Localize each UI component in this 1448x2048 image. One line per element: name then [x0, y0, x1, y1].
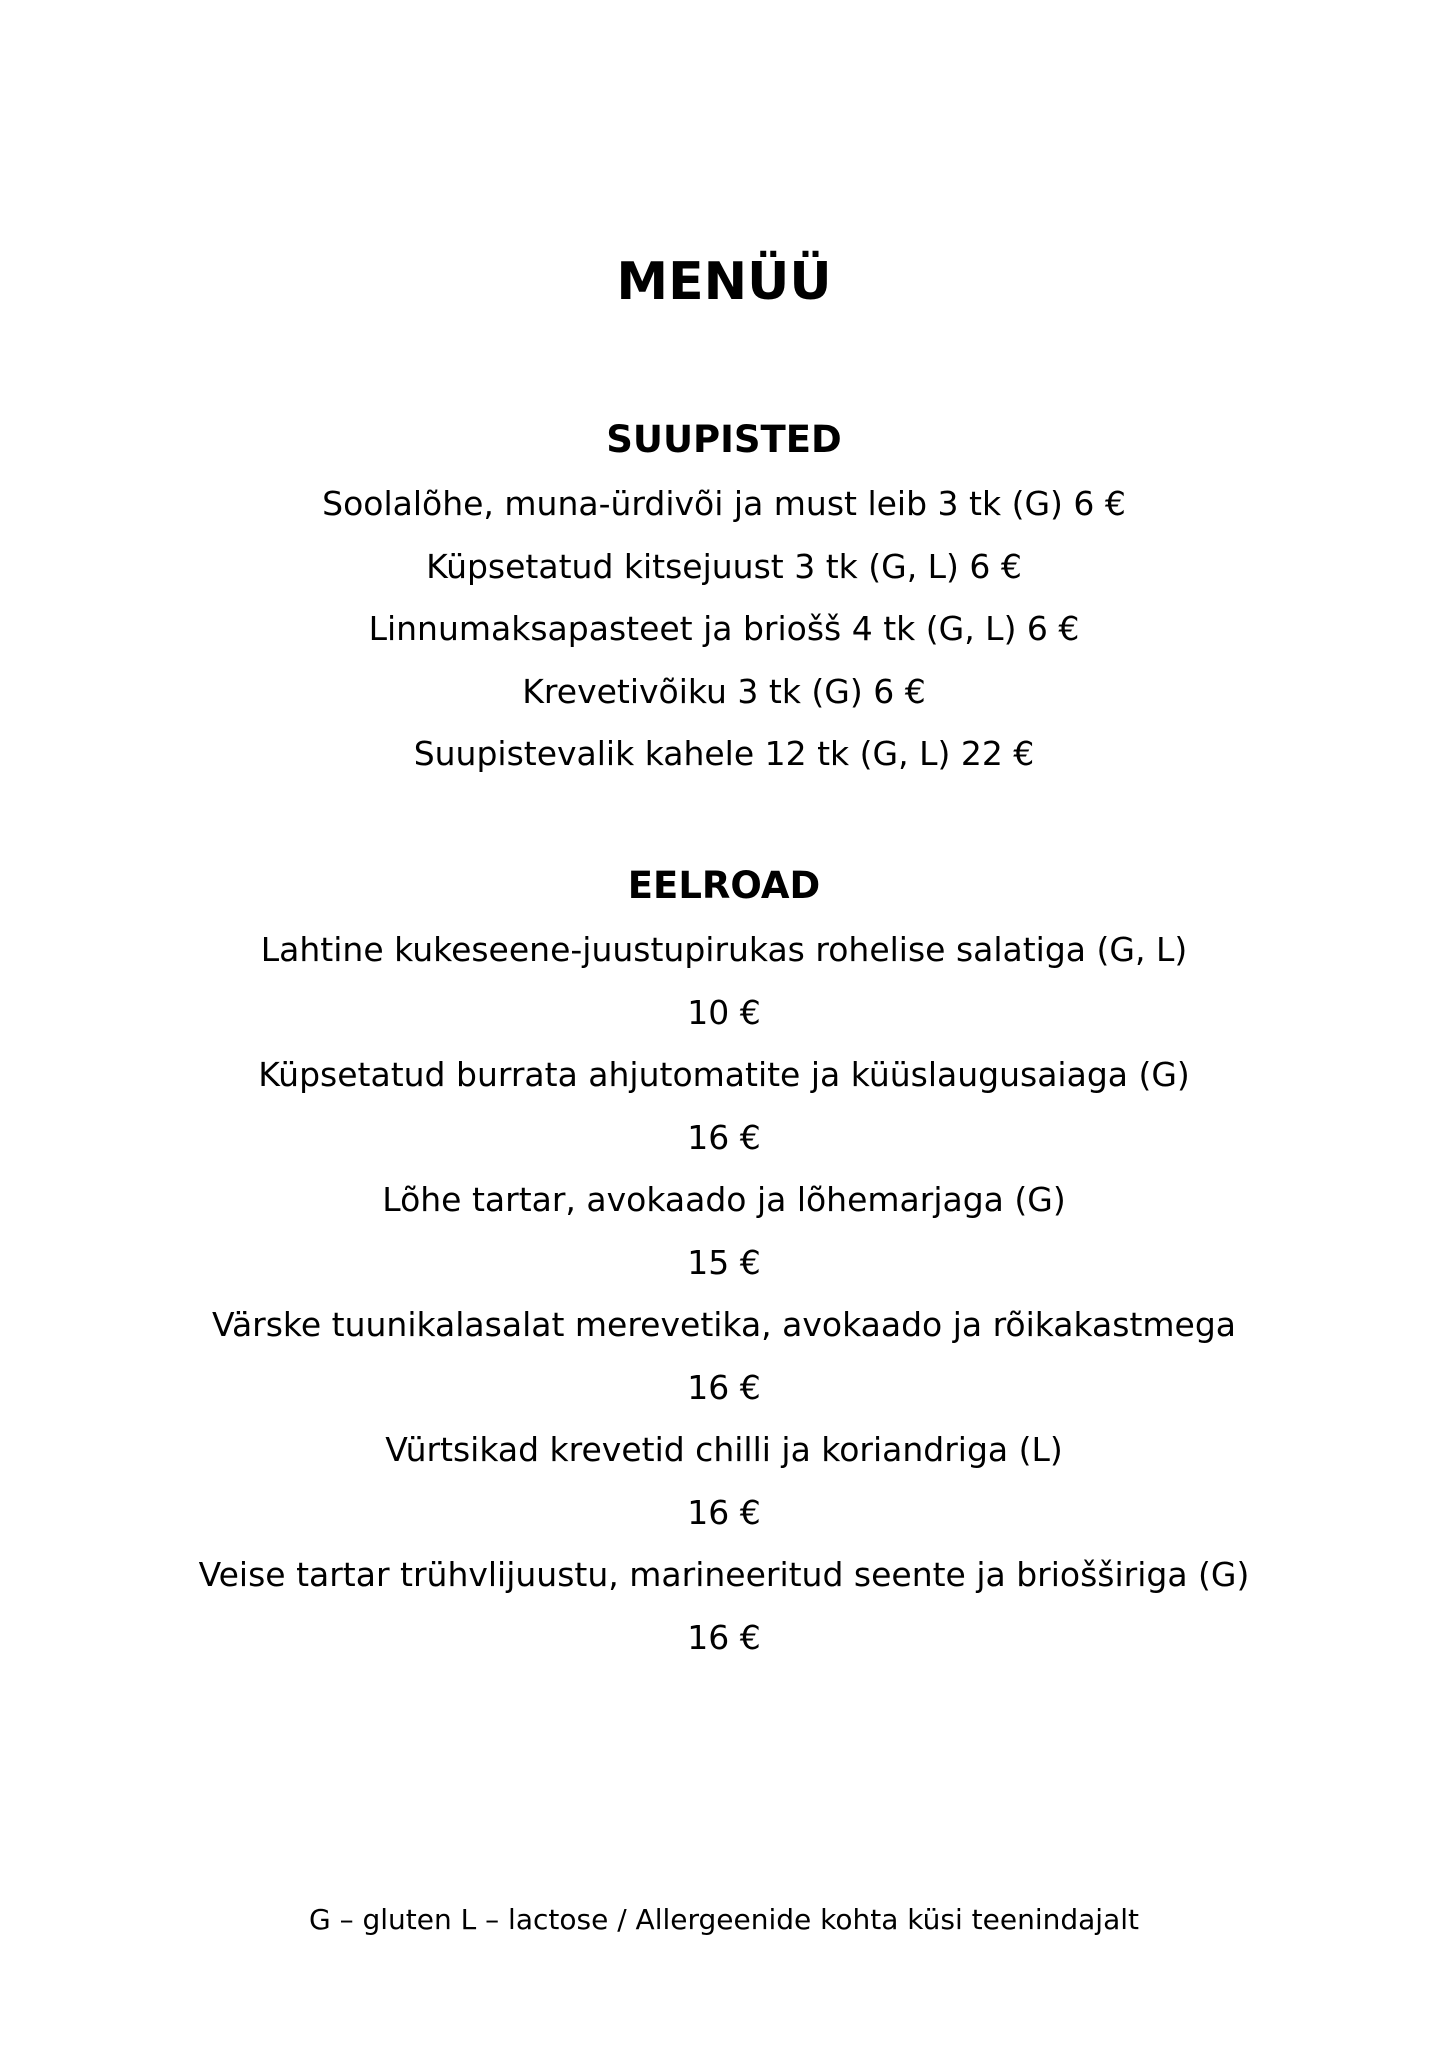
menu-item: Soolalõhe, muna-ürdivõi ja must leib 3 tk (G) 6 €	[322, 484, 1126, 523]
menu-item	[0, 919, 1448, 1044]
section-heading-eelroad: EELROAD	[627, 864, 821, 907]
section-eelroad	[0, 862, 1448, 1669]
menu-item: Suupistevalik kahele 12 tk (G, L) 22 €	[413, 734, 1035, 773]
menu-item: Krevetivõiku 3 tk (G) 6 €	[522, 671, 926, 711]
menu-item-price: 10 €	[687, 992, 761, 1032]
menu-item	[0, 1544, 1448, 1669]
menu-item-name: Lõhe tartar, avokaado ja lõhemarjaga (G)	[382, 1180, 1066, 1219]
menu-title: MENÜÜ	[616, 252, 832, 312]
menu-item-name: Veise tartar trühvlijuustu, marineeritud seente ja briošširiga (G)	[198, 1555, 1250, 1594]
menu-item	[0, 1419, 1448, 1544]
menu-item-price: 16 €	[687, 1617, 761, 1657]
menu-item	[0, 1294, 1448, 1419]
menu-item	[0, 1044, 1448, 1169]
menu-item-name: Vürtsikad krevetid chilli ja koriandriga (L)	[385, 1430, 1063, 1469]
menu-item-name: Värske tuunikalasalat merevetika, avokaado ja rõikakastmega	[211, 1305, 1237, 1344]
suupisted-list	[0, 473, 1448, 786]
menu-item	[0, 1169, 1448, 1294]
menu-item-price: 16 €	[687, 1367, 761, 1407]
section-suupisted	[0, 416, 1448, 786]
section-heading-suupisted: SUUPISTED	[606, 418, 842, 461]
menu-item-name: Lahtine kukeseene-juustupirukas rohelise salatiga (G, L)	[260, 930, 1188, 969]
menu-item: Küpsetatud kitsejuust 3 tk (G, L) 6 €	[426, 546, 1022, 586]
menu-item-price: 16 €	[687, 1117, 761, 1157]
eelroad-list	[0, 919, 1448, 1669]
menu-item: Linnumaksapasteet ja briošš 4 tk (G, L) 6 €	[368, 609, 1080, 648]
menu-item-price: 16 €	[687, 1492, 761, 1532]
allergen-footer: G – gluten L – lactose / Allergeenide kohta küsi teenindajalt	[309, 1903, 1139, 1936]
menu-item-price: 15 €	[687, 1242, 761, 1282]
menu-item-name: Küpsetatud burrata ahjutomatite ja küüslaugusaiaga (G)	[258, 1055, 1190, 1094]
